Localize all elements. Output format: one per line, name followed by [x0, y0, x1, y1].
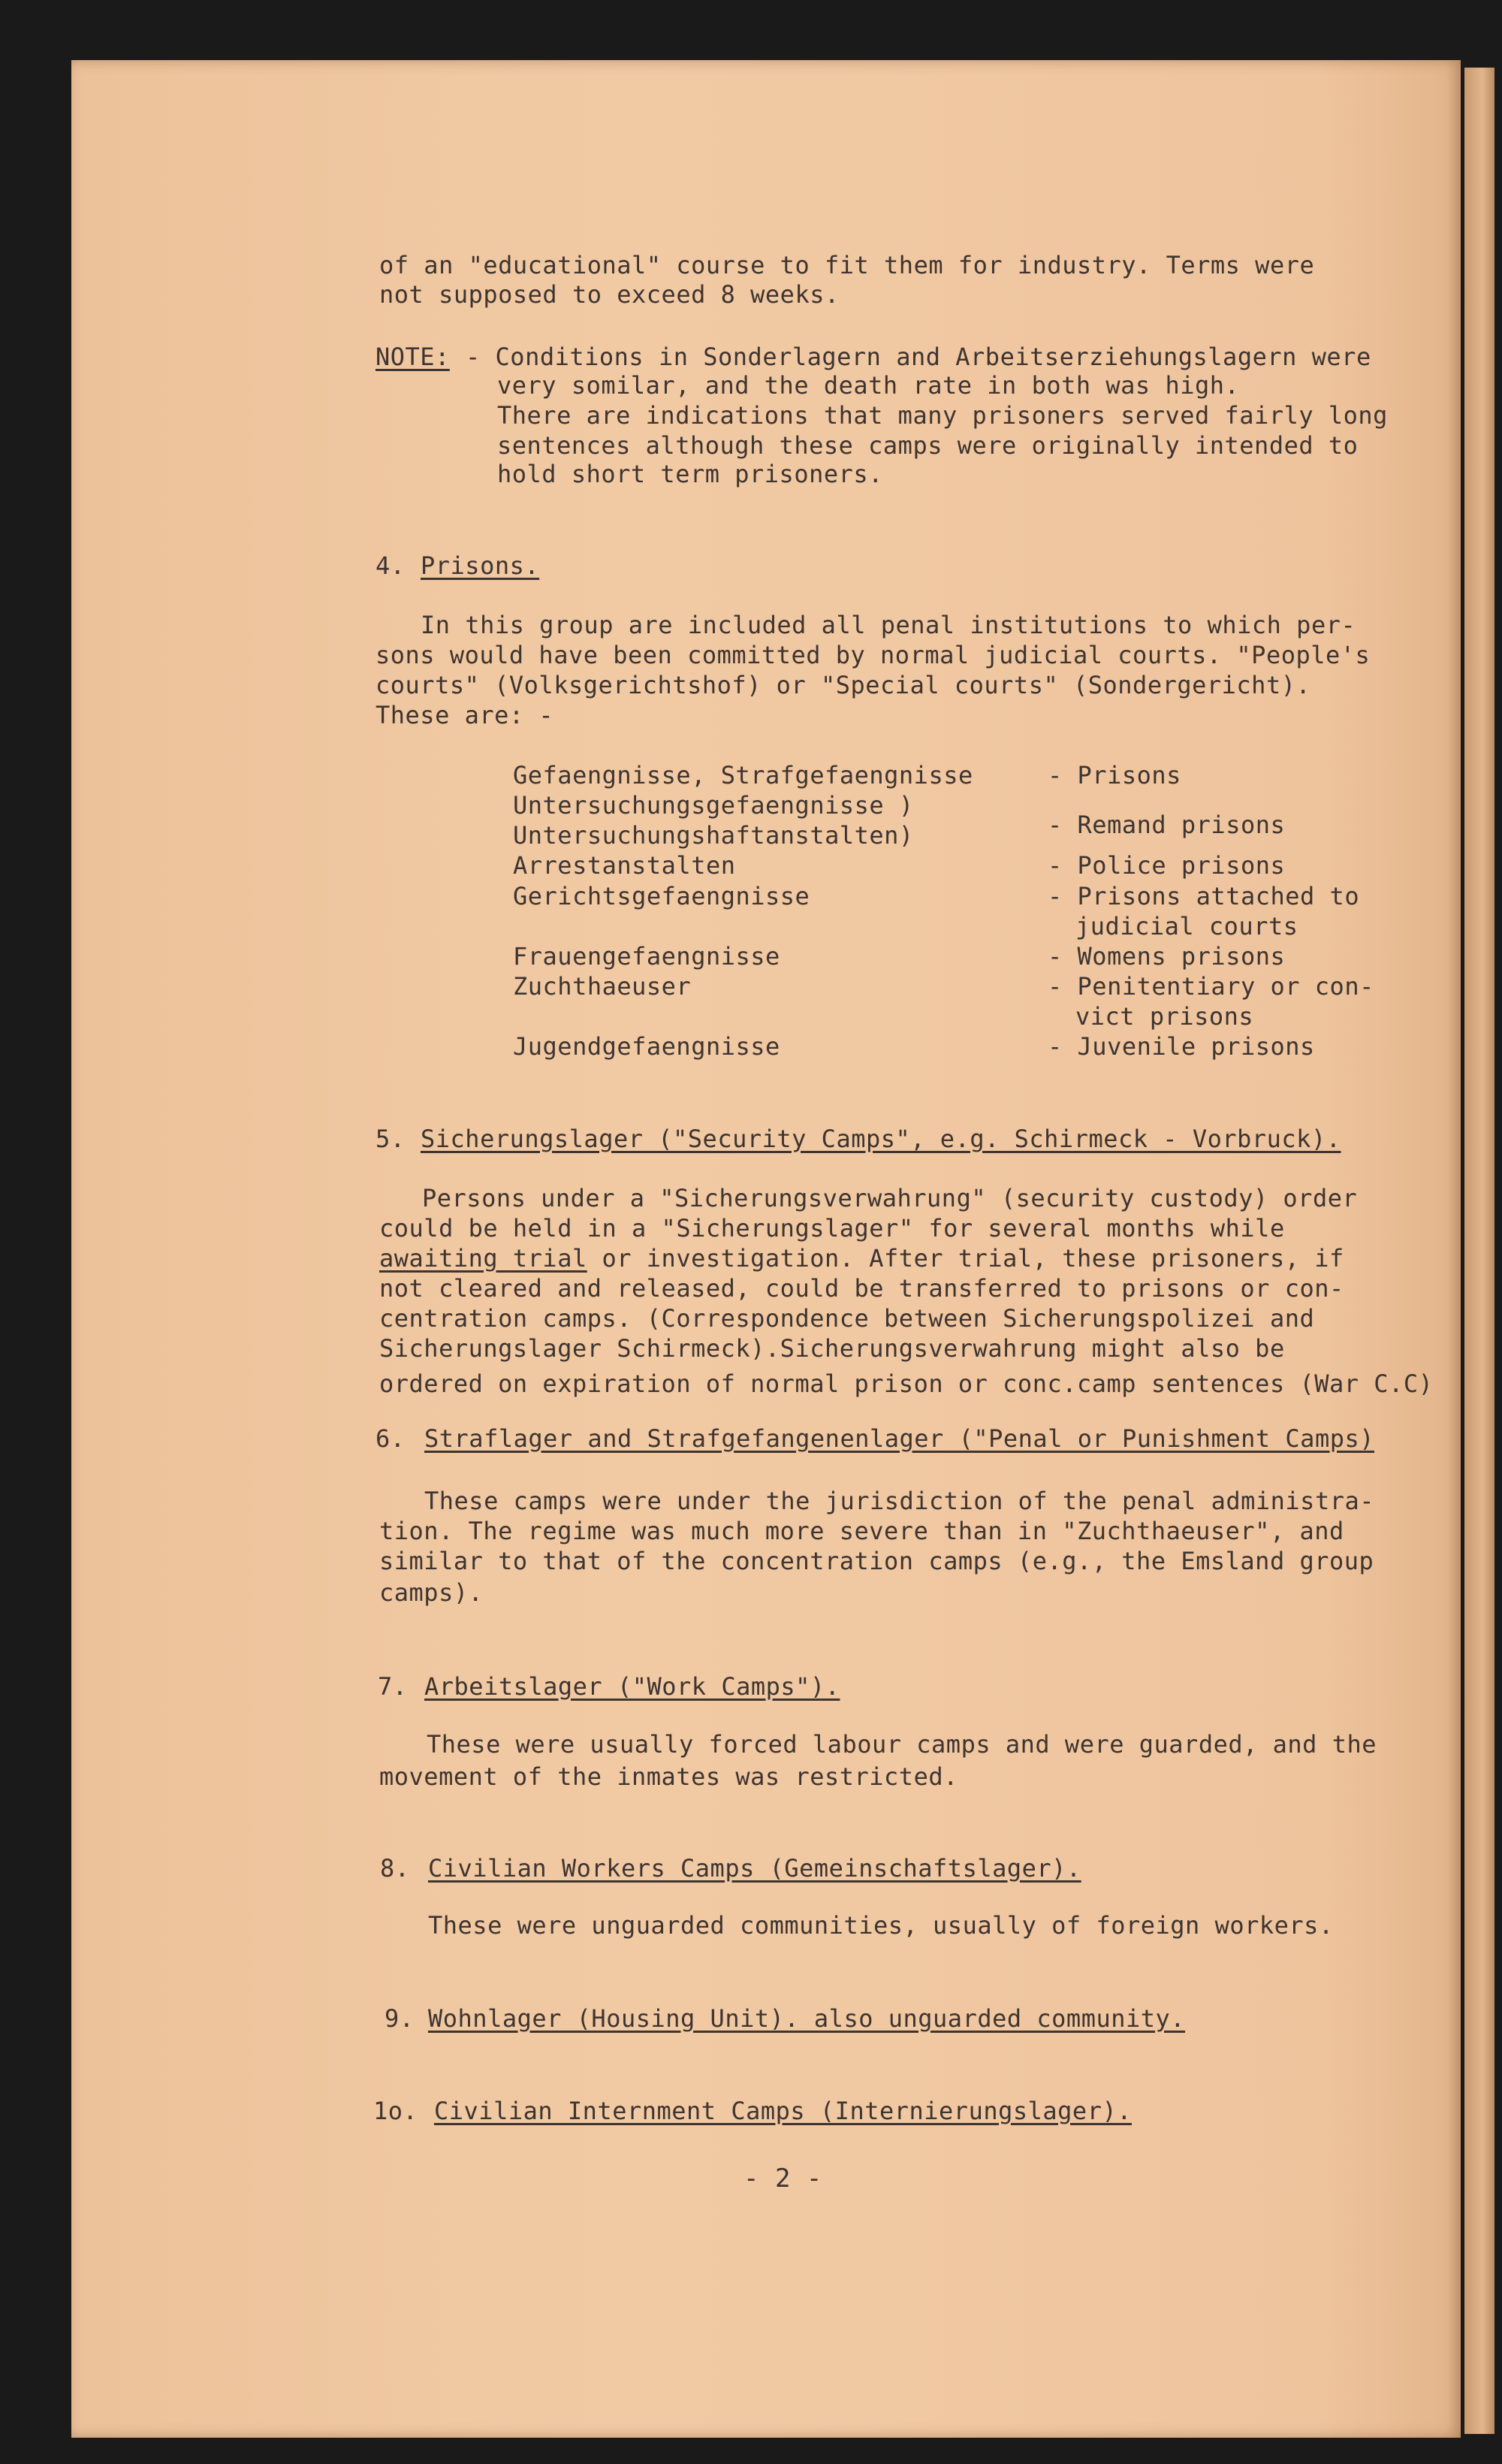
section-6-number: 6.	[376, 1424, 406, 1453]
prison-type-en-3: - Police prisons	[1048, 851, 1286, 880]
prison-type-en-2: - Remand prisons	[1048, 811, 1286, 839]
section-10-heading: Civilian Internment Camps (Internierungslager).	[434, 2097, 1132, 2125]
section-5-para-4: not cleared and released, could be transferred to prisons or con-	[379, 1274, 1344, 1303]
section-6-para-1: These camps were under the jurisdiction of the penal administra-	[424, 1487, 1374, 1515]
section-7-heading: Arbeitslager ("Work Camps").	[424, 1672, 840, 1701]
prison-type-en-5: judicial courts	[1075, 912, 1298, 941]
note-line-3: There are indications that many prisoners served fairly long	[497, 401, 1388, 430]
section-8-number: 8.	[380, 1854, 410, 1883]
section-5-para-3	[379, 1243, 1344, 1273]
section-4-para-3: courts" (Volksgerichtshof) or "Special courts" (Sondergericht).	[376, 671, 1311, 699]
section-5-number: 5.	[376, 1125, 406, 1153]
section-5-para-2: could be held in a "Sicherungslager" for several months while	[379, 1214, 1285, 1243]
section-5-para-3-rest: or investigation. After trial, these prisoners, if	[587, 1244, 1344, 1273]
section-6-para-3: similar to that of the concentration camps (e.g., the Emsland group	[379, 1547, 1374, 1575]
section-4-para-1: In this group are included all penal institutions to which per-	[421, 611, 1356, 639]
note-line-2: very somilar, and the death rate in both was high.	[497, 371, 1240, 400]
section-9-number: 9.	[385, 2004, 415, 2033]
prison-type-en-8: vict prisons	[1075, 1002, 1254, 1031]
prison-type-en-7: - Penitentiary or con-	[1048, 972, 1374, 1001]
prison-type-de-3: Untersuchungshaftanstalten)	[513, 821, 914, 850]
prison-type-de-2: Untersuchungsgefaengnisse )	[513, 791, 914, 820]
section-7-number: 7.	[378, 1672, 408, 1701]
section-5-para-7: ordered on expiration of normal prison or conc.camp sentences (War C.C)	[379, 1369, 1434, 1398]
section-5-para-6: Sicherungslager Schirmeck).Sicherungsverwahrung might also be	[379, 1334, 1285, 1363]
prison-type-de-6: Frauengefaengnisse	[513, 942, 780, 971]
section-6-para-2: tion. The regime was much more severe than in "Zuchthaeuser", and	[379, 1517, 1344, 1545]
section-4-para-2: sons would have been committed by normal judicial courts. "People's	[376, 641, 1371, 669]
intro-line-1: of an "educational" course to fit them for industry. Terms were	[379, 251, 1315, 279]
section-4-para-4: These are: -	[376, 701, 554, 729]
note-line-4: sentences although these camps were originally intended to	[497, 431, 1359, 460]
prison-type-de-8: Jugendgefaengnisse	[513, 1032, 780, 1061]
prison-type-de-4: Arrestanstalten	[513, 851, 736, 880]
prison-type-en-9: - Juvenile prisons	[1048, 1032, 1315, 1061]
intro-line-2: not supposed to exceed 8 weeks.	[379, 280, 840, 309]
awaiting-trial-text: awaiting trial	[379, 1244, 587, 1273]
section-5-heading: Sicherungslager ("Security Camps", e.g. Schirmeck - Vorbruck).	[421, 1125, 1341, 1153]
section-7-para-2: movement of the inmates was restricted.	[379, 1762, 958, 1791]
section-6-para-4: camps).	[379, 1578, 484, 1607]
prison-type-en-4: - Prisons attached to	[1048, 882, 1360, 910]
note-label: NOTE:	[376, 343, 450, 371]
section-5-para-1: Persons under a "Sicherungsverwahrung" (security custody) order	[422, 1184, 1358, 1212]
section-6-heading: Straflager and Strafgefangenenlager ("Penal or Punishment Camps)	[424, 1424, 1374, 1453]
section-5-para-5: centration camps. (Correspondence between Sicherungspolizei and	[379, 1304, 1315, 1333]
section-7-para-1: These were usually forced labour camps and were guarded, and the	[427, 1730, 1377, 1759]
section-9-heading: Wohnlager (Housing Unit). also unguarded community.	[428, 2004, 1186, 2033]
note-line-5: hold short term prisoners.	[497, 460, 883, 488]
section-8-para: These were unguarded communities, usually of foreign workers.	[428, 1911, 1334, 1940]
prison-type-en-6: - Womens prisons	[1048, 942, 1286, 971]
section-4-heading: Prisons.	[421, 551, 540, 580]
note-line-1: - Conditions in Sonderlagern and Arbeitserziehungslagern were	[466, 343, 1371, 371]
section-8-heading: Civilian Workers Camps (Gemeinschaftslager).	[428, 1854, 1081, 1883]
prison-type-de-7: Zuchthaeuser	[513, 972, 692, 1001]
prison-type-de-5: Gerichtsgefaengnisse	[513, 882, 810, 910]
prison-type-de-1: Gefaengnisse, Strafgefaengnisse	[513, 761, 973, 790]
page-edge	[1464, 68, 1494, 2434]
section-4-number: 4.	[376, 551, 406, 580]
page-number: - 2 -	[743, 2164, 822, 2194]
prison-type-en-1: - Prisons	[1048, 761, 1181, 790]
section-10-number: 1o.	[373, 2097, 418, 2125]
